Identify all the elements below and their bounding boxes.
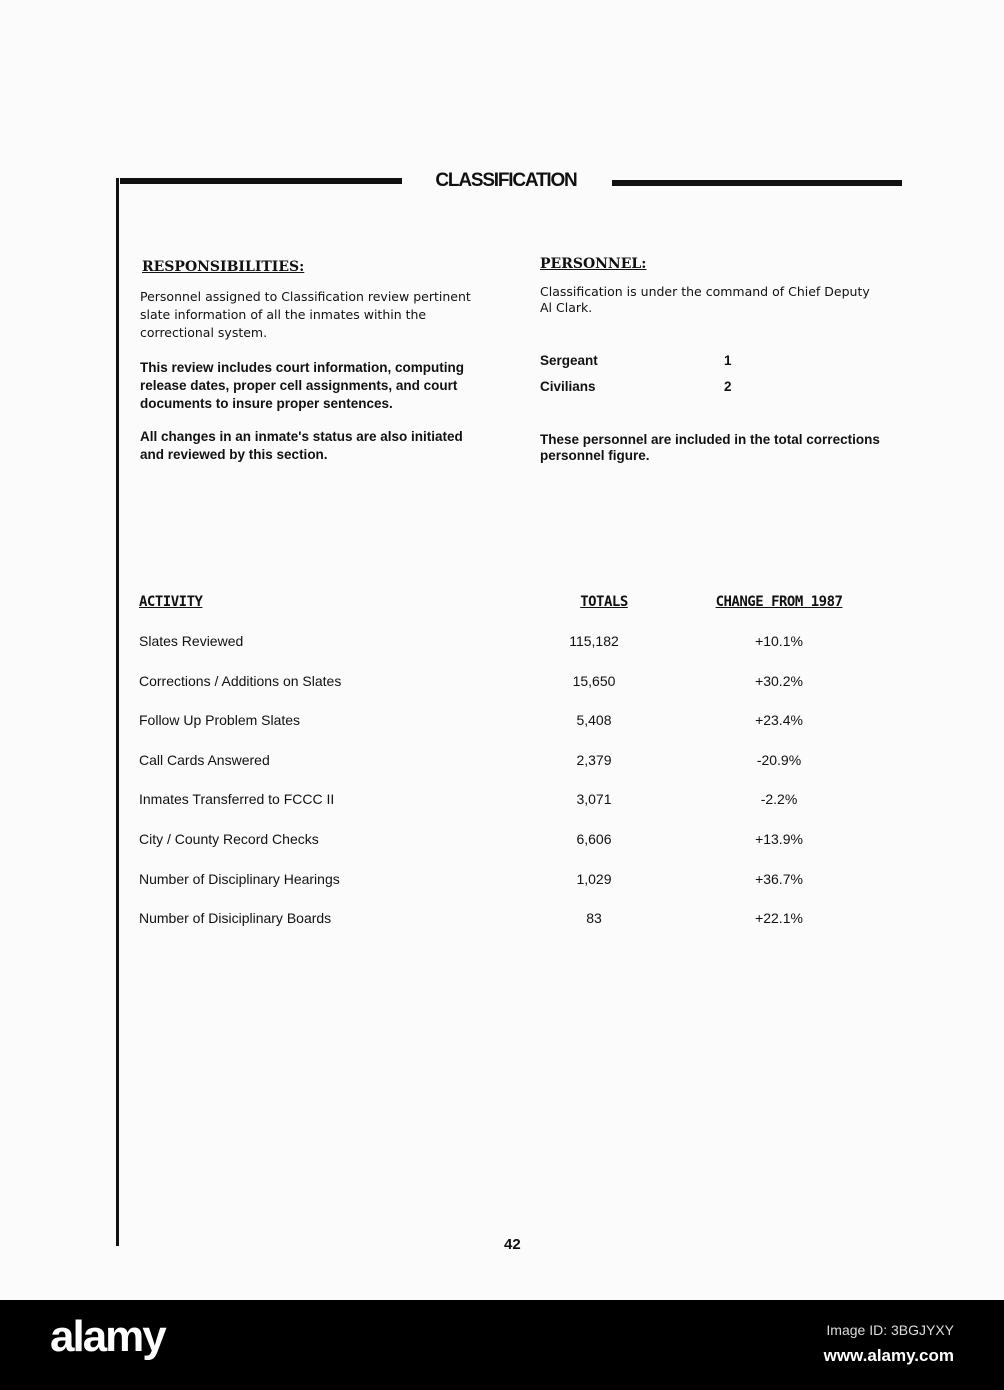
activity-change: +23.4% <box>755 712 803 729</box>
activity-total: 1,029 <box>576 870 612 887</box>
activity-total: 2,379 <box>576 751 612 768</box>
activity-name: Corrections / Additions on Slates <box>139 672 342 689</box>
activity-row <box>139 712 899 732</box>
activity-change: -2.2% <box>760 791 798 808</box>
header-change: CHANGE FROM 1987 <box>715 594 843 610</box>
activity-name: Number of Disciplinary Hearings <box>139 870 340 887</box>
responsibilities-paragraph-3: All changes in an inmate's status are also initiated and reviewed by this section. <box>140 429 463 462</box>
header-activity: ACTIVITY <box>139 594 203 610</box>
activity-row <box>139 752 899 772</box>
activity-change: +13.9% <box>755 831 803 847</box>
header-totals: TOTALS <box>580 594 628 610</box>
activity-total: 6,606 <box>576 831 612 847</box>
activity-row <box>139 673 899 693</box>
page-number: 42 <box>504 1236 521 1253</box>
activity-row <box>139 871 899 891</box>
title-rule-right <box>612 180 902 186</box>
page-title: CLASSIFICATION <box>435 170 577 191</box>
activity-total: 115,182 <box>569 633 619 649</box>
activity-name: Inmates Transferred to FCCC II <box>139 791 335 808</box>
watermark-bar <box>0 1300 1004 1390</box>
staff-count-civilians: 2 <box>724 379 732 394</box>
responsibilities-paragraph-2: This review includes court information, computing release dates, proper cell assignments, and court documents to insure proper sentences. <box>140 360 465 411</box>
activity-name: Call Cards Answered <box>139 751 270 768</box>
activity-name: City / County Record Checks <box>139 831 319 847</box>
activity-change: -20.9% <box>756 751 802 768</box>
activity-change: +30.2% <box>755 672 803 689</box>
title-rule-left <box>120 178 402 184</box>
activity-row <box>139 831 899 851</box>
responsibilities-paragraph-1: Personnel assigned to Classification review pertinent slate information of all the inmates within the correctional system. <box>140 289 471 340</box>
personnel-intro: Classification is under the command of Chief Deputy Al Clark. <box>540 284 870 315</box>
activity-total: 83 <box>586 910 602 927</box>
activity-total: 5,408 <box>576 712 612 729</box>
staff-count-sergeant: 1 <box>724 353 732 368</box>
staff-role-civilians: Civilians <box>540 379 596 394</box>
staff-role-sergeant: Sergeant <box>540 353 598 368</box>
personnel-heading: PERSONNEL: <box>540 256 647 272</box>
activity-change: +36.7% <box>755 870 803 887</box>
image-id: Image ID: 3BGJYXY <box>826 1322 954 1338</box>
personnel-note: These personnel are included in the total corrections personnel figure. <box>540 432 880 463</box>
activity-name: Follow Up Problem Slates <box>139 712 301 729</box>
margin-rule <box>116 178 119 1246</box>
alamy-logo: alamy <box>50 1312 165 1361</box>
activity-row <box>139 791 899 811</box>
responsibilities-heading: RESPONSIBILITIES: <box>142 259 305 275</box>
activity-change: +10.1% <box>755 633 803 649</box>
activity-row <box>139 910 899 930</box>
activity-total: 3,071 <box>576 791 612 808</box>
activity-name: Number of Disiciplinary Boards <box>139 910 332 927</box>
activity-header-row <box>139 594 899 614</box>
activity-total: 15,650 <box>572 672 616 689</box>
activity-name: Slates Reviewed <box>139 633 244 649</box>
activity-change: +22.1% <box>755 910 803 927</box>
watermark-url: www.alamy.com <box>823 1346 954 1365</box>
activity-row <box>139 633 899 653</box>
